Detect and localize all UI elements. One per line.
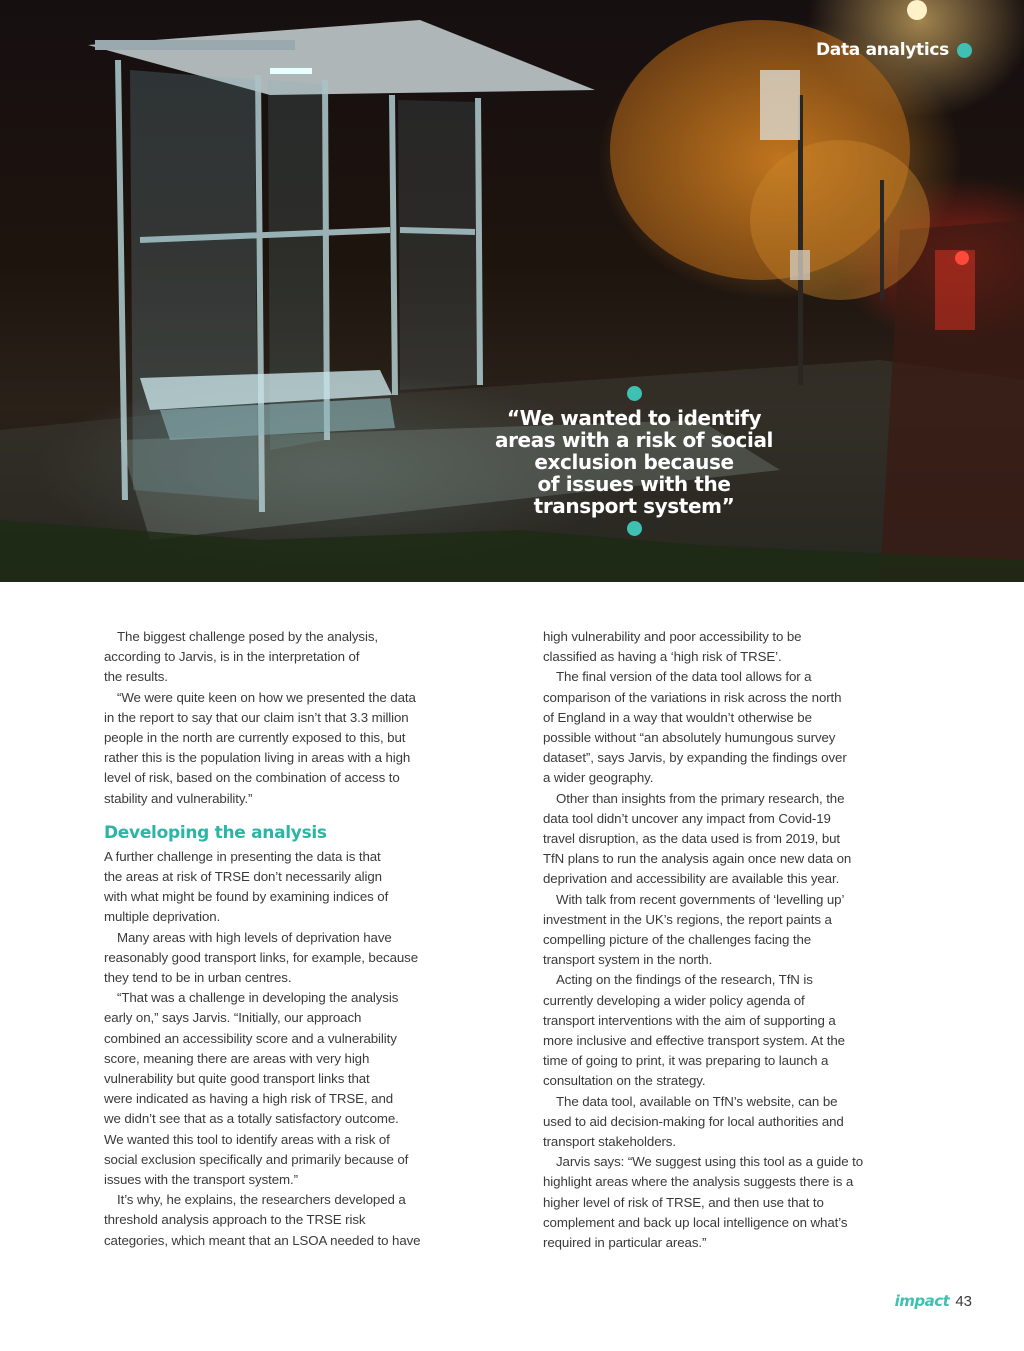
page-number: 43 xyxy=(955,1293,972,1310)
teal-dot-icon xyxy=(627,386,642,401)
body-text-line: the areas at risk of TRSE don’t necessarily align xyxy=(104,869,382,885)
body-text-line: The data tool, available on TfN’s website, can be xyxy=(556,1093,838,1109)
pull-quote-line: transport system” xyxy=(533,494,735,518)
body-text-line: were indicated as having a high risk of TRSE, and xyxy=(104,1091,394,1107)
body-text-line: more inclusive and effective transport system. At the xyxy=(543,1033,845,1049)
body-text-line: Acting on the findings of the research, TfN is xyxy=(556,972,813,988)
body-text-line: A further challenge in presenting the data is that xyxy=(104,848,381,864)
body-text-line: highlight areas where the analysis suggests there is a xyxy=(543,1174,854,1190)
body-text-line: The final version of the data tool allows for a xyxy=(556,669,812,685)
body-text-line: we didn’t see that as a totally satisfactory outcome. xyxy=(104,1111,399,1127)
body-text-line: high vulnerability and poor accessibility to be xyxy=(543,629,802,644)
body-text-line: comparison of the variations in risk across the north xyxy=(543,689,842,705)
article-column-right xyxy=(543,627,888,1253)
body-text-line: Jarvis says: “We suggest using this tool as a guide to xyxy=(556,1154,863,1170)
body-text-line: data tool didn’t uncover any impact from Covid-19 xyxy=(543,810,831,826)
body-text-line: complement and back up local intelligence on what’s xyxy=(543,1214,848,1230)
body-text-line: the results. xyxy=(104,669,168,685)
body-text-line: travel disruption, as the data used is from 2019, but xyxy=(543,831,841,847)
body-text-line: combined an accessibility score and a vulnerability xyxy=(104,1030,397,1046)
teal-dot-icon xyxy=(627,521,642,536)
body-text-line: people in the north are currently exposed to this, but xyxy=(104,730,406,746)
body-text-line: “We were quite keen on how we presented the data xyxy=(117,689,416,705)
body-text-line: Other than insights from the primary research, the xyxy=(556,790,845,806)
pull-quote-line: of issues with the xyxy=(537,472,731,496)
body-text-line: possible without “an absolutely humungous survey xyxy=(543,730,836,746)
body-text-line: according to Jarvis, is in the interpretation of xyxy=(104,649,360,665)
body-text-line: of England in a way that wouldn’t otherwise be xyxy=(543,709,812,725)
body-text-line: issues with the transport system.” xyxy=(104,1172,298,1188)
body-text-line: Many areas with high levels of deprivation have xyxy=(117,929,392,945)
body-text-line: We wanted this tool to identify areas with a risk of xyxy=(104,1131,390,1147)
body-text-line: transport stakeholders. xyxy=(543,1134,676,1150)
body-text-line: transport interventions with the aim of supporting a xyxy=(543,1012,836,1028)
pull-quote xyxy=(478,382,790,542)
body-text-line: dataset”, says Jarvis, by expanding the findings over xyxy=(543,750,847,766)
body-text-line: With talk from recent governments of ‘levelling up’ xyxy=(556,891,845,907)
article-column-left xyxy=(104,627,449,1251)
hero-photo xyxy=(0,0,1024,582)
body-text-line: categories, which meant that an LSOA needed to have xyxy=(104,1232,421,1248)
body-text-line: TfN plans to run the analysis again once new data on xyxy=(543,851,852,867)
body-text-line: threshold analysis approach to the TRSE risk xyxy=(104,1212,366,1228)
body-text-line: transport system in the north. xyxy=(543,952,713,968)
body-text-line: required in particular areas.” xyxy=(543,1235,707,1251)
left-column-body xyxy=(104,627,449,809)
magazine-brand-logo: impact xyxy=(894,1292,950,1310)
body-text-line: used to aid decision-making for local authorities and xyxy=(543,1113,844,1129)
section-subheading: Developing the analysis xyxy=(104,822,327,843)
body-text-line: investment in the UK’s regions, the report paints a xyxy=(543,911,832,927)
body-text-line: classified as having a ‘high risk of TRSE’. xyxy=(543,649,782,665)
body-text-line: currently developing a wider policy agenda of xyxy=(543,992,805,1008)
body-text-line: a wider geography. xyxy=(543,770,654,786)
page-footer xyxy=(895,1292,972,1310)
body-text-line: stability and vulnerability.” xyxy=(104,790,253,806)
section-tag xyxy=(816,40,972,60)
body-text-line: score, meaning there are areas with very high xyxy=(104,1050,370,1066)
body-text-line: compelling picture of the challenges facing the xyxy=(543,932,812,948)
body-text-line: vulnerability but quite good transport links that xyxy=(104,1071,370,1087)
body-text-line: multiple deprivation. xyxy=(104,909,221,925)
body-text-line: consultation on the strategy. xyxy=(543,1073,706,1089)
teal-dot-icon xyxy=(957,43,972,58)
body-text-line: The biggest challenge posed by the analysis, xyxy=(117,629,378,644)
body-text-line: they tend to be in urban centres. xyxy=(104,970,292,986)
body-text-line: reasonably good transport links, for example, because xyxy=(104,949,419,965)
body-text-line: deprivation and accessibility are available this year. xyxy=(543,871,840,887)
body-text-line: early on,” says Jarvis. “Initially, our approach xyxy=(104,1010,362,1026)
body-text-line: in the report to say that our claim isn’t that 3.3 million xyxy=(104,709,409,725)
body-text-line: time of going to print, it was preparing to launch a xyxy=(543,1053,829,1069)
body-text-line: higher level of risk of TRSE, and then use that to xyxy=(543,1194,824,1210)
body-text-line: with what might be found by examining indices of xyxy=(104,889,389,905)
body-text-line: “That was a challenge in developing the analysis xyxy=(117,990,399,1006)
left-column-body-continued xyxy=(104,847,449,1251)
pull-quote-line: areas with a risk of social xyxy=(494,428,774,452)
body-text-line: rather this is the population living in areas with a high xyxy=(104,750,411,766)
pull-quote-line: exclusion because xyxy=(534,450,734,474)
body-text-line: It’s why, he explains, the researchers developed a xyxy=(117,1192,406,1208)
body-text-line: level of risk, based on the combination of access to xyxy=(104,770,400,786)
section-tag-label: Data analytics xyxy=(815,40,949,60)
pull-quote-line: “We wanted to identify xyxy=(506,406,762,430)
right-column-body xyxy=(543,627,888,1253)
body-text-line: social exclusion specifically and primarily because of xyxy=(104,1151,409,1167)
